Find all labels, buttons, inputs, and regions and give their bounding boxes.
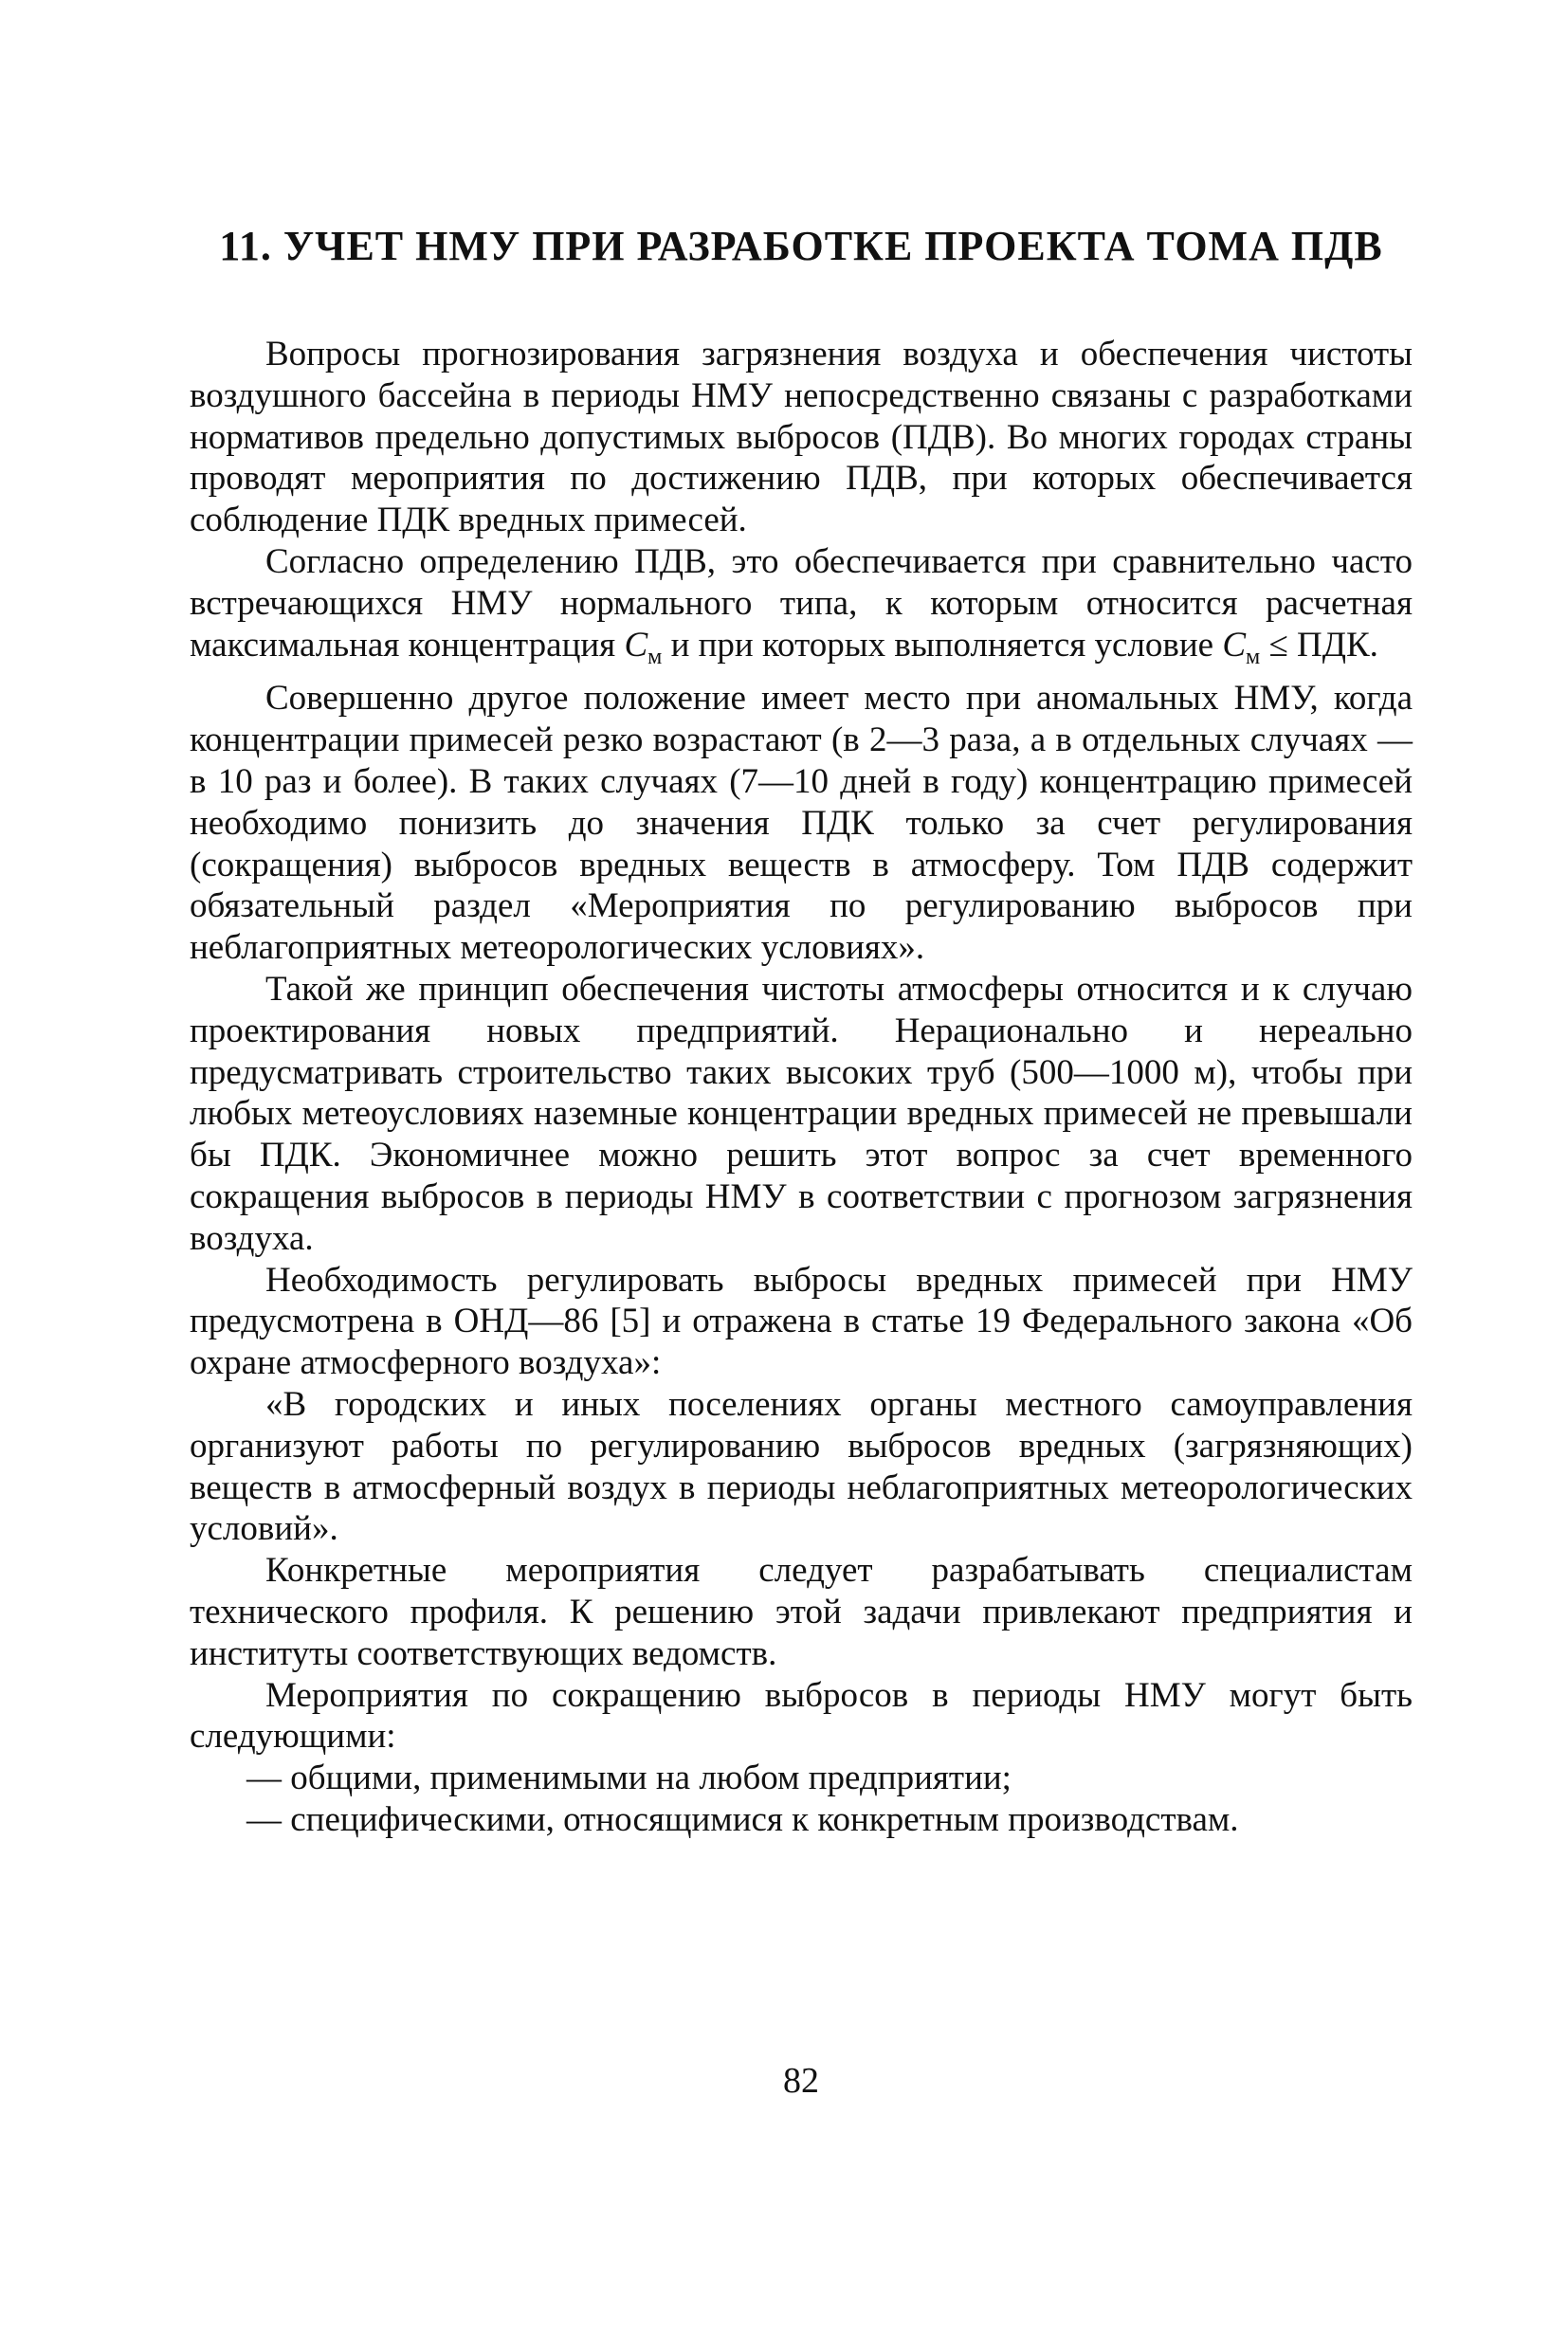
paragraph: Мероприятия по сокращению выбросов в периоды НМУ могут быть следующими: xyxy=(190,1675,1413,1757)
list-item: — общими, применимыми на любом предприятии; xyxy=(246,1759,1012,1798)
formula-cm xyxy=(624,625,663,669)
formula-subscript: м xyxy=(1246,644,1261,669)
paragraph-text: ≤ ПДК. xyxy=(1260,625,1378,665)
quote-paragraph: «В городских и иных поселениях органы местного самоуправления организуют работы по регулированию выбросов вредных (загрязняющих) веществ в атмосферный воздух в периоды неблагоприятных метеорологических условий». xyxy=(190,1384,1413,1549)
paragraph: Совершенно другое положение имеет место при аномальных НМУ, когда концентрации примесей резко возрастают (в 2—3 раза, а в отдельных случаях — в 10 раз и более). В таких случаях (7—10 дней в году) концентрацию примесей необходимо понизить до значения ПДК только за счет регулирования (сокращения) выбросов вредных веществ в атмосферу. Том ПДВ содержит обязательный раздел «Мероприятия по регулированию выбросов при неблагоприятных метеорологических условиях». xyxy=(190,679,1413,968)
body-text xyxy=(190,334,1413,1841)
book-page xyxy=(190,0,1413,2351)
page-number: 82 xyxy=(783,2061,819,2101)
section-heading: 11. УЧЕТ НМУ ПРИ РАЗРАБОТКЕ ПРОЕКТА ТОМА ПДВ xyxy=(219,223,1383,269)
paragraph: Такой же принцип обеспечения чистоты атмосферы относится и к случаю проектирования новых предприятий. Нерационально и нереально предусматривать строительство таких высоких труб (500—1000 м), чтобы при любых метеоусловиях наземные концентрации вредных примесей не превышали бы ПДК. Экономичнее можно решить этот вопрос за счет временного сокращения выбросов в периоды НМУ в соответствии с прогнозом загрязнения воздуха. xyxy=(190,969,1413,1258)
paragraph: Конкретные мероприятия следует разрабатывать специалистам технического профиля. К решению этой задачи привлекают предприятия и институты соответствующих ведомств. xyxy=(190,1551,1413,1673)
formula-subscript: м xyxy=(647,644,663,669)
list-item: — специфическими, относящимися к конкретным производствам. xyxy=(246,1799,1239,1839)
formula-letter: C xyxy=(624,625,648,665)
paragraph: Необходимость регулировать выбросы вредных примесей при НМУ предусмотрена в ОНД—86 [5] и отражена в статье 19 Федерального закона «Об охране атмосферного воздуха»: xyxy=(190,1260,1413,1383)
paragraph: Вопросы прогнозирования загрязнения воздуха и обеспечения чистоты воздушного бассейна в периоды НМУ непосредственно связаны с разработками нормативов предельно допустимых выбросов (ПДВ). Во многих городах страны проводят мероприятия по достижению ПДВ, при которых обеспечивается соблюдение ПДК вредных примесей. xyxy=(190,335,1413,540)
formula-cm xyxy=(1222,625,1261,669)
paragraph-text: Согласно определению ПДВ, это обеспечивается при сравнительно часто встречающихся НМУ нормального типа, к которым относится расчетная максимальная концентрация xyxy=(190,541,1413,665)
paragraph-text: и при которых выполняется условие xyxy=(662,625,1223,665)
paragraph-with-formula xyxy=(190,541,1413,678)
formula-letter: C xyxy=(1222,625,1247,665)
